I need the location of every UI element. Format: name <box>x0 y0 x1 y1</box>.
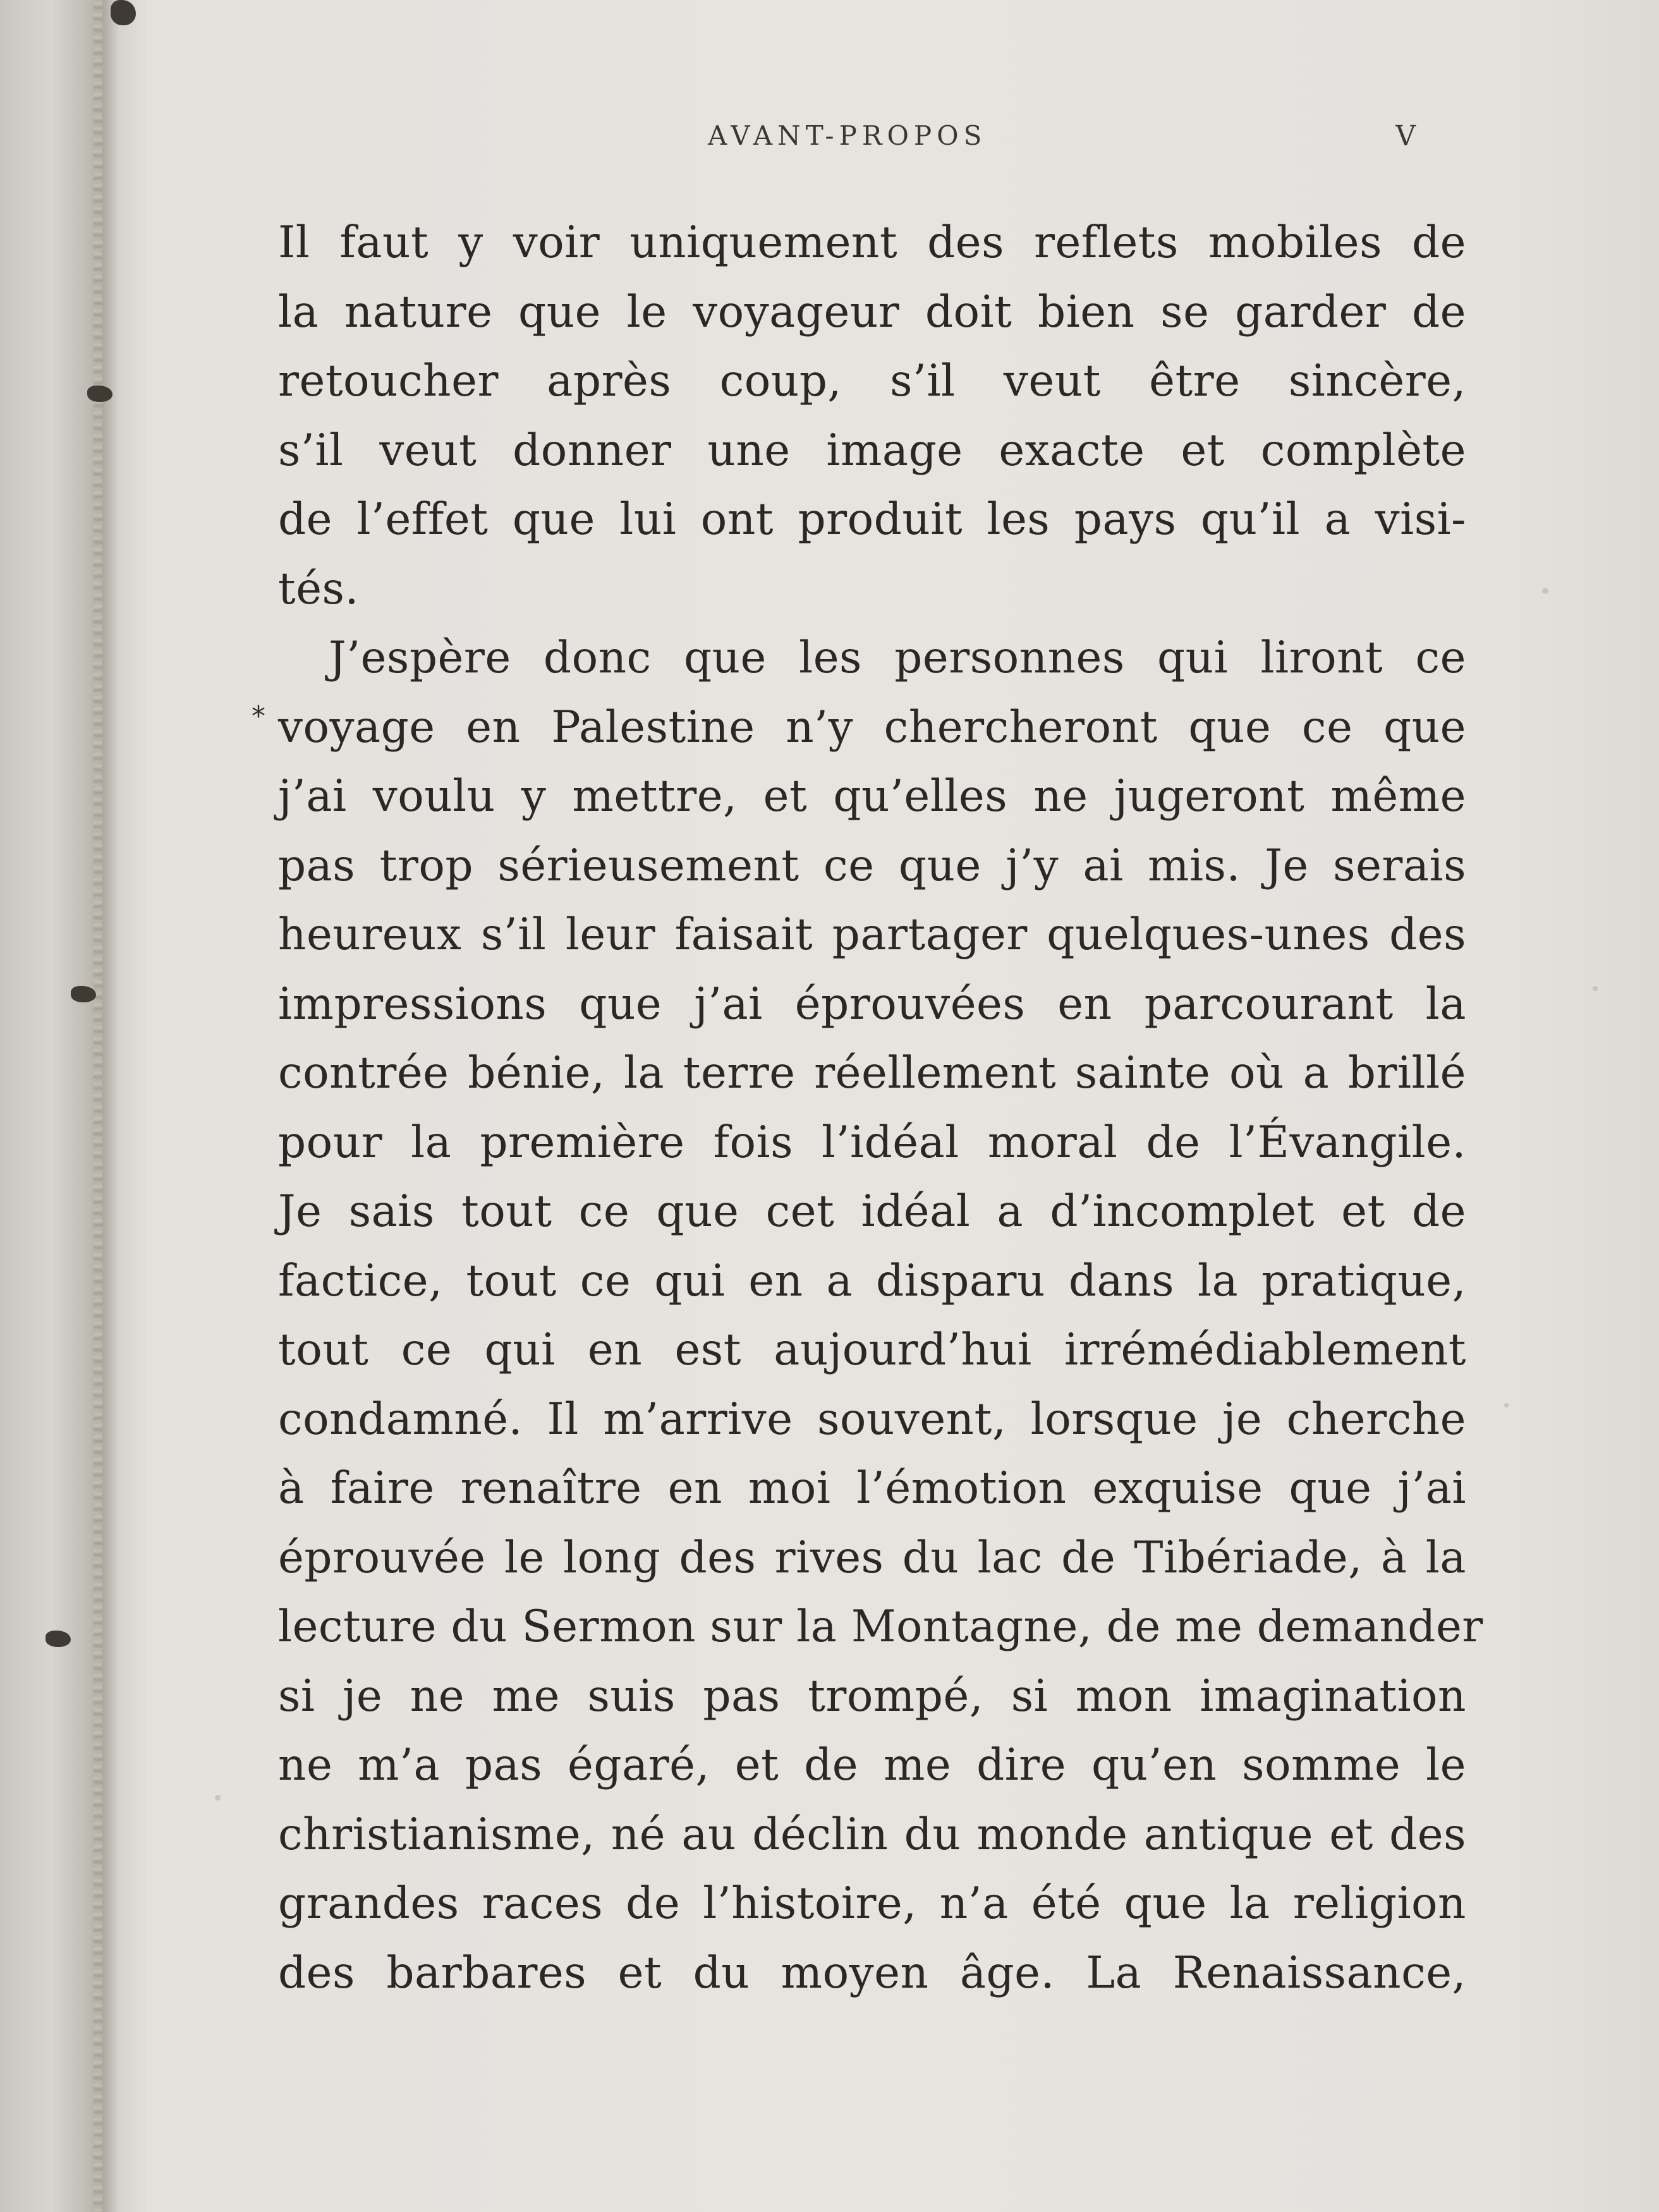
text-line: pour la première fois l’idéal moral de l’Évangile. <box>278 1117 1466 1168</box>
page-header <box>708 120 1466 158</box>
text-line: Il faut y voir uniquement des reflets mobiles de <box>278 217 1466 268</box>
paper-speck <box>215 1795 221 1801</box>
text-line: pas trop sérieusement ce que j’y ai mis. Je serais <box>278 840 1466 891</box>
text-line: retoucher après coup, s’il veut être sincère, <box>278 356 1466 406</box>
text-line: voyage en Palestine n’y chercheront que ce que <box>278 702 1466 753</box>
paper-speck <box>1593 986 1598 991</box>
text-line: grandes races de l’histoire, n’a été que la religion <box>278 1878 1466 1929</box>
text-line: J’espère donc que les personnes qui liront ce <box>329 633 1466 683</box>
text-line: à faire renaître en moi l’émotion exquise que j’ai <box>278 1463 1466 1514</box>
text-line: éprouvée le long des rives du lac de Tibériade, à la <box>278 1532 1466 1583</box>
binding-stitch <box>87 386 112 402</box>
text-line: christianisme, né au déclin du monde antique et des <box>278 1809 1466 1860</box>
text-line: lecture du Sermon sur la Montagne, de me demander <box>278 1601 1483 1652</box>
binding-thread <box>94 0 102 2212</box>
text-line: des barbares et du moyen âge. La Renaissance, <box>278 1947 1466 1998</box>
paper-speck <box>1504 1403 1509 1407</box>
text-line: si je ne me suis pas trompé, si mon imagination <box>278 1670 1466 1722</box>
binding-stitch <box>71 986 96 1002</box>
binding-stitch <box>46 1631 71 1647</box>
running-title: AVANT-PROPOS <box>708 120 987 151</box>
text-line: tout ce qui en est aujourd’hui irrémédiablement <box>278 1325 1466 1375</box>
text-line: la nature que le voyageur doit bien se garder de <box>278 286 1466 337</box>
paper-speck <box>1542 588 1548 594</box>
text-line: contrée bénie, la terre réellement sainte où a brillé <box>278 1048 1466 1098</box>
text-line: ne m’a pas égaré, et de me dire qu’en somme le <box>278 1740 1466 1790</box>
margin-asterisk: * <box>252 700 265 732</box>
text-line: de l’effet que lui ont produit les pays qu’il a visi- <box>278 494 1466 545</box>
text-line: condamné. Il m’arrive souvent, lorsque je cherche <box>278 1394 1466 1445</box>
page-number: V <box>1395 120 1416 152</box>
text-line: tés. <box>278 563 359 614</box>
paragraph-2 <box>278 624 1483 2008</box>
paragraph-1 <box>278 209 1466 624</box>
book-gutter <box>0 0 145 2212</box>
binding-stitch <box>111 0 136 25</box>
text-line: factice, tout ce qui en a disparu dans la pratique, <box>278 1255 1466 1306</box>
text-line: s’il veut donner une image exacte et complète <box>278 425 1466 476</box>
text-line: j’ai voulu y mettre, et qu’elles ne jugeront même <box>278 771 1466 822</box>
text-line: heureux s’il leur faisait partager quelques-unes des <box>278 909 1466 960</box>
text-line: impressions que j’ai éprouvées en parcourant la <box>278 978 1466 1030</box>
body-text <box>278 209 1483 2105</box>
text-line: Je sais tout ce que cet idéal a d’incomplet et de <box>278 1186 1466 1237</box>
